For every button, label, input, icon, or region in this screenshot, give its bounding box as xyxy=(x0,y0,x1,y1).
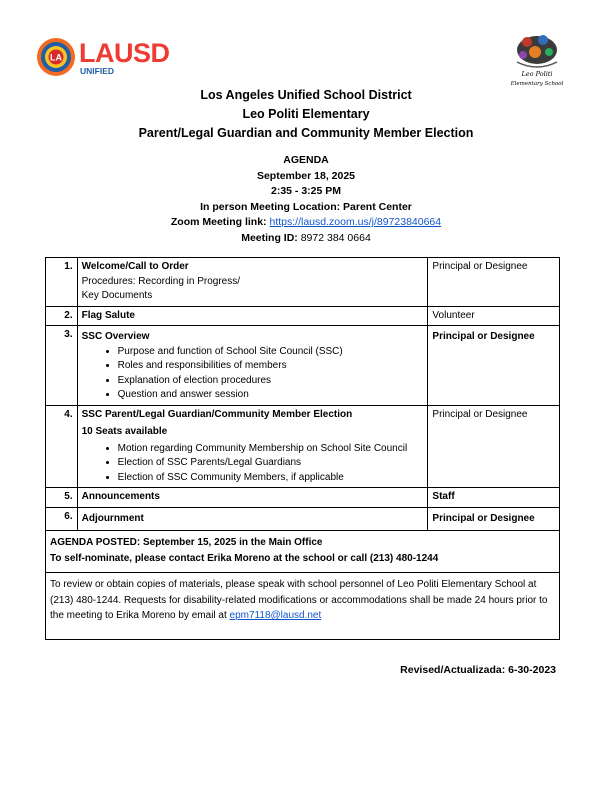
item-line: Key Documents xyxy=(81,290,153,301)
revised-date: Revised/Actualizada: 6-30-2023 xyxy=(400,664,556,676)
bullet-item: • Explanation of election procedures xyxy=(118,374,424,389)
meeting-id-label: Meeting ID: xyxy=(241,231,298,244)
lausd-logo-graphic xyxy=(36,36,176,78)
bullet-item: • Election of SSC Community Members, if applicable xyxy=(118,471,424,486)
item-title: Welcome/Call to Order xyxy=(81,261,189,272)
school-logo-graphic xyxy=(505,30,569,94)
agenda-row xyxy=(46,306,560,326)
bullet-list xyxy=(82,442,424,486)
zoom-label: Zoom Meeting link: xyxy=(170,216,267,228)
item-number: 3. xyxy=(46,326,78,406)
bullet-list xyxy=(82,345,424,403)
posted-row xyxy=(46,531,560,573)
item-cell xyxy=(77,258,428,307)
self-nominate-line: To self-nominate, please contact Erika Moreno at the school or call (213) 480-1244 xyxy=(50,552,439,564)
item-title: Announcements xyxy=(77,488,428,508)
item-number: 4. xyxy=(46,405,78,488)
agenda-row xyxy=(46,507,560,531)
school-logo-line1: Leo Politi xyxy=(521,70,553,78)
bullet-item: • Question and answer session xyxy=(118,388,424,403)
item-number: 2. xyxy=(46,306,78,326)
agenda-row xyxy=(46,326,560,406)
lausd-wordmark: LAUSD xyxy=(79,38,170,68)
notice-row xyxy=(46,573,560,640)
bullet-item: • Purpose and function of School Site Council (SSC) xyxy=(118,345,424,360)
item-lead: Volunteer xyxy=(428,306,560,326)
item-line: Procedures: Recording in Progress/ xyxy=(81,275,241,287)
school-logo-line2: Elementary School xyxy=(510,81,564,87)
item-title: Flag Salute xyxy=(77,306,428,326)
item-number: 5. xyxy=(46,488,78,508)
meeting-id-line xyxy=(0,231,612,247)
lausd-logo xyxy=(36,36,176,78)
district-name: Los Angeles Unified School District xyxy=(200,88,412,102)
election-title: Parent/Legal Guardian and Community Member Election xyxy=(138,126,474,140)
bullet-item: • Election of SSC Parents/Legal Guardians xyxy=(118,456,424,471)
bullet-item: • Motion regarding Community Membership on School Site Council xyxy=(118,442,424,457)
agenda-row xyxy=(46,258,560,307)
item-cell xyxy=(77,326,428,406)
bullet-item: • Roles and responsibilities of members xyxy=(118,359,424,374)
notice-text: To review or obtain copies of materials, please speak with school personnel of Leo Politi Elementary School at (213) 480-1244. Requests for disability-related modifications or accommodations shall be made 24 hours prior to the meeting to Erika Moreno by email at xyxy=(50,579,548,621)
item-subtitle: 10 Seats available xyxy=(81,426,168,437)
item-title: SSC Parent/Legal Guardian/Community Member Election xyxy=(81,408,353,420)
item-lead: Principal or Designee xyxy=(428,507,560,531)
posted-line: AGENDA POSTED: September 15, 2025 in the Main Office xyxy=(50,537,323,548)
zoom-line xyxy=(0,215,612,231)
school-name: Leo Politi Elementary xyxy=(242,107,370,121)
notice-cell xyxy=(46,573,560,640)
lausd-unified-text: UNIFIED xyxy=(80,66,114,76)
agenda-row xyxy=(46,405,560,488)
posted-cell xyxy=(46,531,560,573)
agenda-heading: AGENDA xyxy=(283,154,329,166)
meeting-id-value: 8972 384 0664 xyxy=(300,231,371,244)
agenda-row xyxy=(46,488,560,508)
school-logo xyxy=(505,30,569,94)
contact-email-link[interactable]: epm7118@lausd.net xyxy=(229,610,322,621)
item-lead: Staff xyxy=(428,488,560,508)
agenda-info xyxy=(0,153,612,246)
meeting-location: In person Meeting Location: Parent Center xyxy=(200,200,412,213)
item-number: 1. xyxy=(46,258,78,307)
item-title: Adjournment xyxy=(77,507,428,531)
lausd-badge-text: LA xyxy=(50,52,62,63)
item-lead: Principal or Designee xyxy=(428,258,560,307)
item-lead: Principal or Designee xyxy=(428,326,560,406)
meeting-time: 2:35 - 3:25 PM xyxy=(270,185,342,197)
item-title: SSC Overview xyxy=(81,331,150,342)
item-number: 6. xyxy=(46,507,78,531)
item-cell xyxy=(77,405,428,488)
item-lead: Principal or Designee xyxy=(428,405,560,488)
zoom-link[interactable]: https://lausd.zoom.us/j/89723840664 xyxy=(269,216,442,228)
meeting-date: September 18, 2025 xyxy=(256,169,356,182)
page-title-block xyxy=(0,86,612,143)
agenda-table xyxy=(45,257,560,640)
